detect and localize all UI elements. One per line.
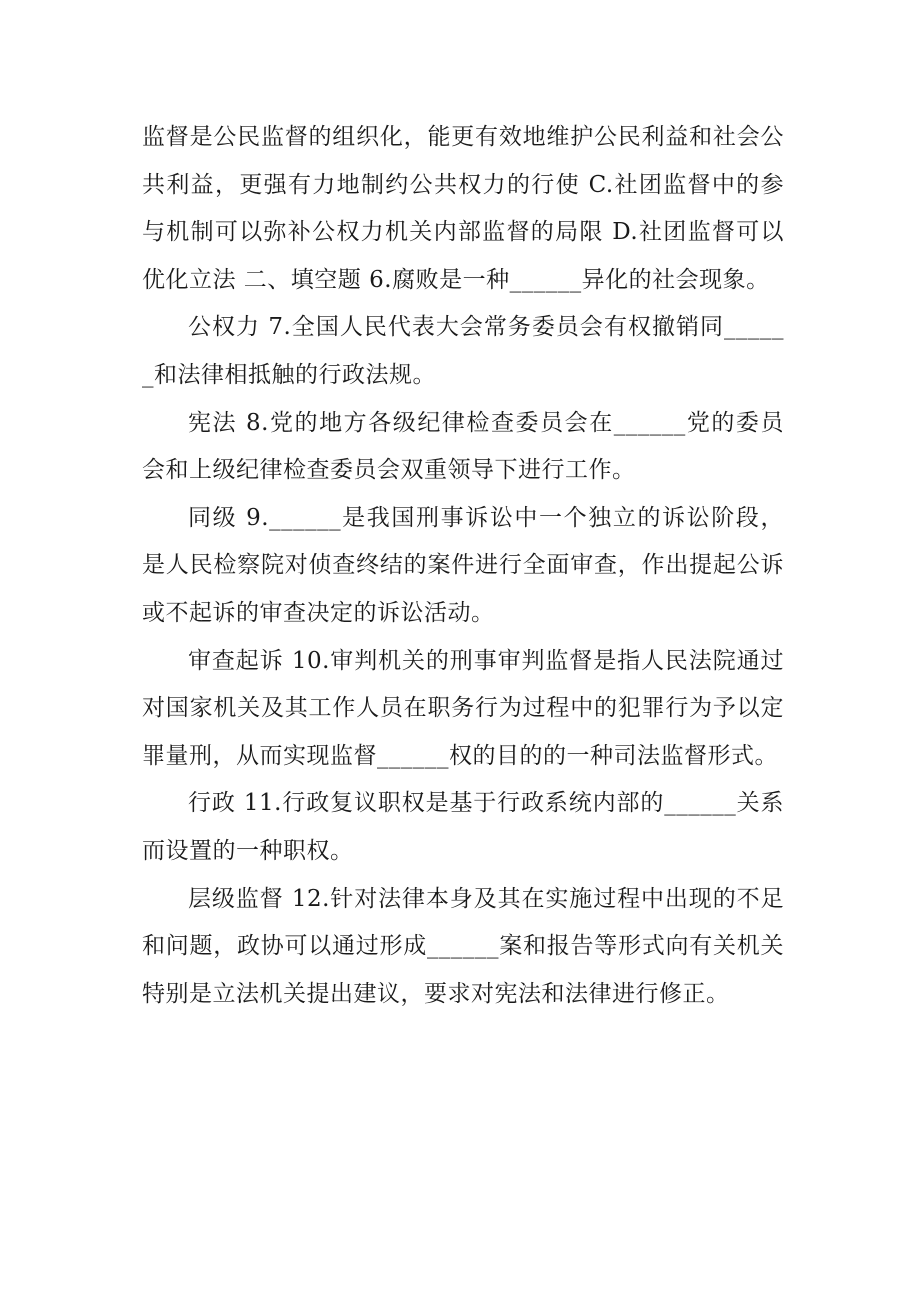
paragraph-question-7: 公权力 7.全国人民代表大会常务委员会有权撤销同______和法律相抵触的行政法规。 (142, 314, 784, 388)
paragraph-question-11: 行政 11.行政复议职权是基于行政系统内部的______关系而设置的一种职权。 (142, 790, 784, 864)
document-body (142, 114, 784, 1018)
paragraph-question-12: 层级监督 12.针对法律本身及其在实施过程中出现的不足和问题，政协可以通过形成______案和报告等形式向有关机关特别是立法机关提出建议，要求对宪法和法律进行修正。 (142, 885, 784, 1007)
paragraph-question-8: 宪法 8.党的地方各级纪律检查委员会在______党的委员会和上级纪律检查委员会双重领导下进行工作。 (142, 409, 784, 484)
paragraph-continuation: 监督是公民监督的组织化，能更有效地维护公民利益和社会公共利益，更强有力地制约公共权力的行使 C.社团监督中的参与机制可以弥补公权力机关内部监督的局限 D.社团监督可以优化立法 二、填空题 6.腐败是一种______异化的社会现象。 (142, 124, 784, 293)
paragraph-question-9: 同级 9.______是我国刑事诉讼中一个独立的诉讼阶段，是人民检察院对侦查终结的案件进行全面审查，作出提起公诉或不起诉的审查决定的诉讼活动。 (142, 504, 784, 626)
paragraph-question-10: 审查起诉 10.审判机关的刑事审判监督是指人民法院通过对国家机关及其工作人员在职务行为过程中的犯罪行为予以定罪量刑，从而实现监督______权的目的的一种司法监督形式。 (142, 647, 784, 769)
